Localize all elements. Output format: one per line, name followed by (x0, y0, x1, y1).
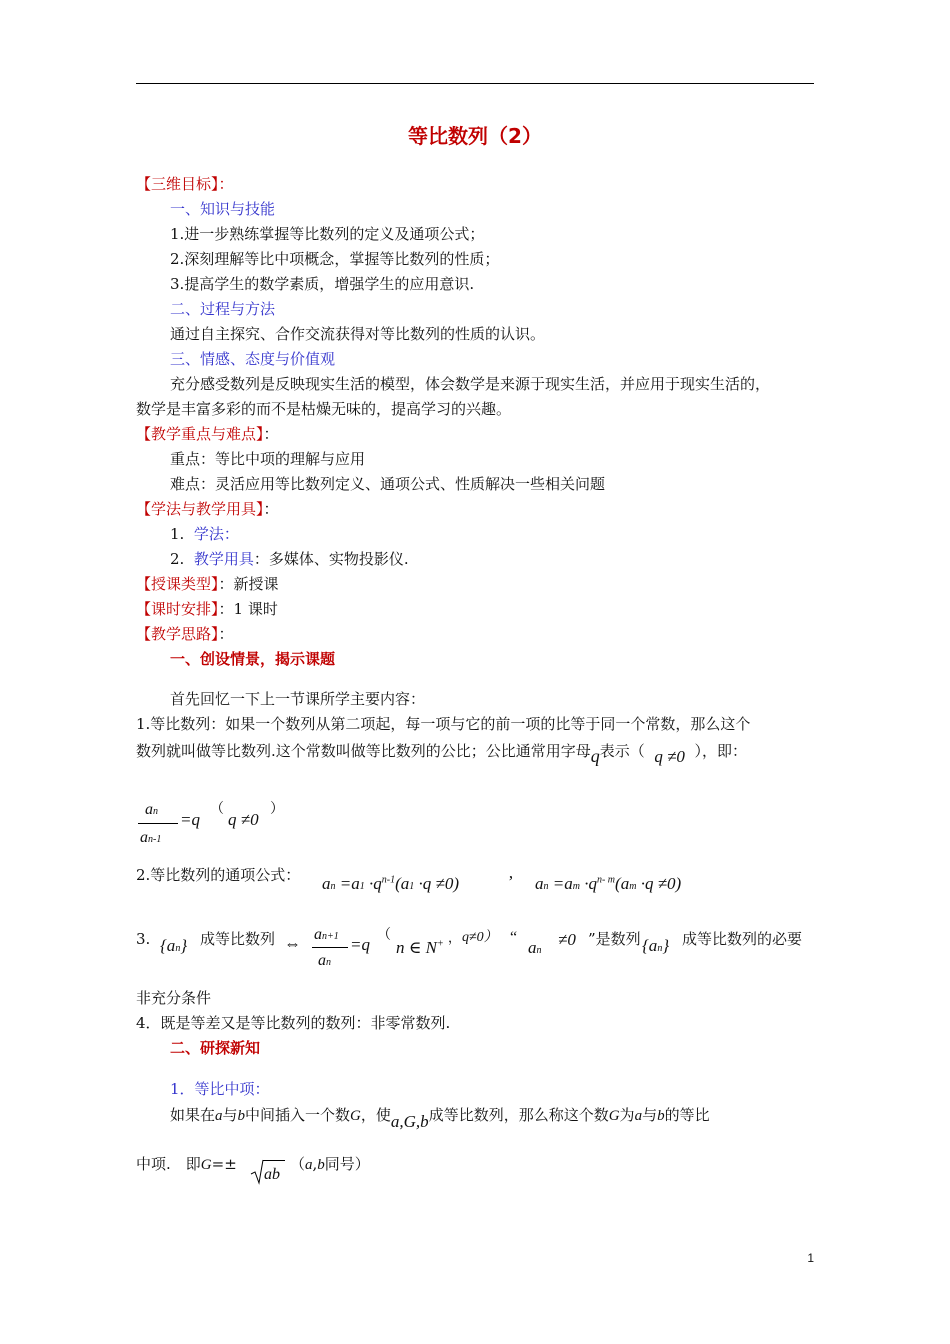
definition-line2-mid: 表示（ (599, 742, 645, 760)
methods-item2-label: 教学用具 (193, 550, 254, 568)
point3-an: an (528, 938, 542, 957)
definition-line2-end: ），即： (694, 742, 747, 760)
definition-line1: 1.等比数列：如果一个数列从第二项起，每一项与它的前一项的比等于同一个常数，那么这个 (136, 715, 751, 733)
key-points-heading-line (136, 425, 279, 443)
point3-fraction-bar (312, 947, 348, 948)
definition-line2 (136, 740, 747, 766)
ratio-cond-close: ） (270, 802, 284, 817)
approach-heading-line (136, 625, 234, 643)
definition-line2-text: 数列就叫做等比数列.这个常数叫做等比数列的公比；公比通常用字母 (136, 742, 591, 760)
general-term-formula-2: an $=am \cdot q^{n- m}(am \cdot q \ne 0)$ (535, 874, 682, 893)
approach-colon: ： (218, 625, 234, 643)
point3-fraction-numerator: an+1 (314, 926, 339, 943)
goals-section1-title: 一、知识与技能 (170, 200, 276, 218)
goals-section2-text: 通过自主探究、合作交流获得对等比数列的性质的认识。 (170, 325, 546, 343)
schedule-value: 1 课时 (233, 600, 278, 618)
goals-heading: 【三维目标】 (136, 175, 219, 193)
methods-heading: 【学法与教学用具】 (136, 500, 264, 518)
geometric-mean-line2: 中项. 即G=± (136, 1155, 237, 1173)
header-rule (136, 83, 814, 84)
key-points-colon: ： (263, 425, 279, 443)
definition-q: q (590, 746, 600, 766)
lesson-type-heading: 【授课类型】 (136, 575, 219, 593)
goals-item-3: 3.提高学生的数学素质，增强学生的应用意识. (170, 275, 475, 293)
point3-number: 3. (136, 930, 151, 948)
point3-quote-close: ”是数列 (588, 930, 641, 948)
approach-recall: 首先回忆一下上一节课所学主要内容： (170, 690, 426, 708)
goals-item-2: 2.深刻理解等比中项概念，掌握等比数列的性质； (170, 250, 500, 268)
point3-comma: ， (448, 930, 462, 945)
point3-condition-n: n ∈ N+ (396, 938, 444, 957)
goals-item-1: 1.进一步熟练掌握等比数列的定义及通项公式； (170, 225, 485, 243)
geometric-mean-sequence: a,G,b (390, 1112, 429, 1131)
key-points-focus: 重点：等比中项的理解与应用 (170, 450, 366, 468)
methods-colon: ： (263, 500, 279, 518)
point3-quote-open: “ (510, 929, 518, 946)
methods-item-1 (170, 525, 239, 543)
point3-cond-open: （ (377, 928, 391, 943)
schedule-heading: 【课时安排】 (136, 600, 219, 618)
point3-line2: 非充分条件 (136, 989, 212, 1007)
point3-fraction-denominator: an (318, 952, 331, 969)
ratio-denominator: an-1 (140, 829, 162, 846)
approach-heading: 【教学思路】 (136, 625, 219, 643)
sqrt-overbar (263, 1160, 285, 1161)
point3-text1: 成等比数列 (200, 930, 276, 948)
ratio-numerator: an (145, 801, 158, 818)
point3-sequence-set-2: {an} (642, 936, 670, 955)
methods-heading-line (136, 500, 279, 518)
point3-ne-zero: ≠0 (558, 930, 576, 949)
methods-item1-label: 学法： (193, 525, 239, 543)
ratio-condition: q ≠0 (228, 810, 259, 829)
point3-sequence-set: {an} (160, 936, 188, 955)
geometric-mean-title: 1．等比中项： (170, 1080, 270, 1098)
approach-part1-title: 一、创设情景，揭示课题 (170, 650, 336, 668)
key-points-difficulty: 难点：灵活应用等比数列定义、通项公式、性质解决一些相关问题 (170, 475, 606, 493)
key-points-heading: 【教学重点与难点】 (136, 425, 264, 443)
schedule-line (136, 600, 278, 618)
general-term-formula-1: an $=a1 \cdot q^{n-1}(a1 \cdot q \ne 0)$ (322, 874, 459, 893)
point3-equals-q: =q (350, 935, 370, 954)
methods-item2-num: 2. (170, 550, 185, 568)
geometric-mean-line1: 如果在a与b中间插入一个数G，使a,G,b成等比数列，那么称这个数G为a与b的等比 (170, 1106, 710, 1131)
lesson-type-line (136, 575, 279, 593)
point3-iff: ⇔ (284, 934, 301, 953)
point4: 4．既是等差又是等比数列的数列：非零常数列. (136, 1014, 451, 1032)
goals-heading-line (136, 175, 234, 193)
methods-item1-num: 1. (170, 525, 185, 543)
goals-section3-line1: 充分感受数列是反映现实生活的模型，体会数学是来源于现实生活，并应用于现实生活的， (170, 375, 771, 393)
goals-section2-title: 二、过程与方法 (170, 300, 276, 318)
definition-condition: q ≠0 (654, 747, 685, 766)
general-term-separator: ’ (508, 872, 514, 891)
methods-item-2 (170, 550, 409, 568)
page-title: 等比数列（2） (408, 124, 542, 148)
goals-section3-title: 三、情感、态度与价值观 (170, 350, 336, 368)
general-term-label: 2.等比数列的通项公式： (136, 866, 301, 884)
lesson-type-colon: ： (218, 575, 234, 593)
goals-heading-colon: ： (218, 175, 234, 193)
ratio-cond-open: （ (210, 802, 224, 817)
sqrt-radical-icon (250, 1158, 264, 1186)
point3-text2: 成等比数列的必要 (682, 930, 803, 948)
point3-condition-q: q≠0） (462, 930, 498, 945)
schedule-colon: ： (218, 600, 234, 618)
page-number: 1 (807, 1251, 814, 1265)
methods-item2-text: ：多媒体、实物投影仪. (253, 550, 409, 568)
ratio-equals-q: =q (180, 810, 200, 829)
approach-part2-title: 二、研探新知 (170, 1039, 261, 1057)
geometric-mean-note: （a,b同号） (290, 1155, 370, 1173)
geometric-mean-sqrt-ab: ab (264, 1166, 280, 1183)
ratio-fraction-bar (138, 823, 178, 824)
goals-section3-line2: 数学是丰富多彩的而不是枯燥无味的，提高学习的兴趣。 (136, 400, 512, 418)
lesson-type-value: 新授课 (233, 575, 279, 593)
